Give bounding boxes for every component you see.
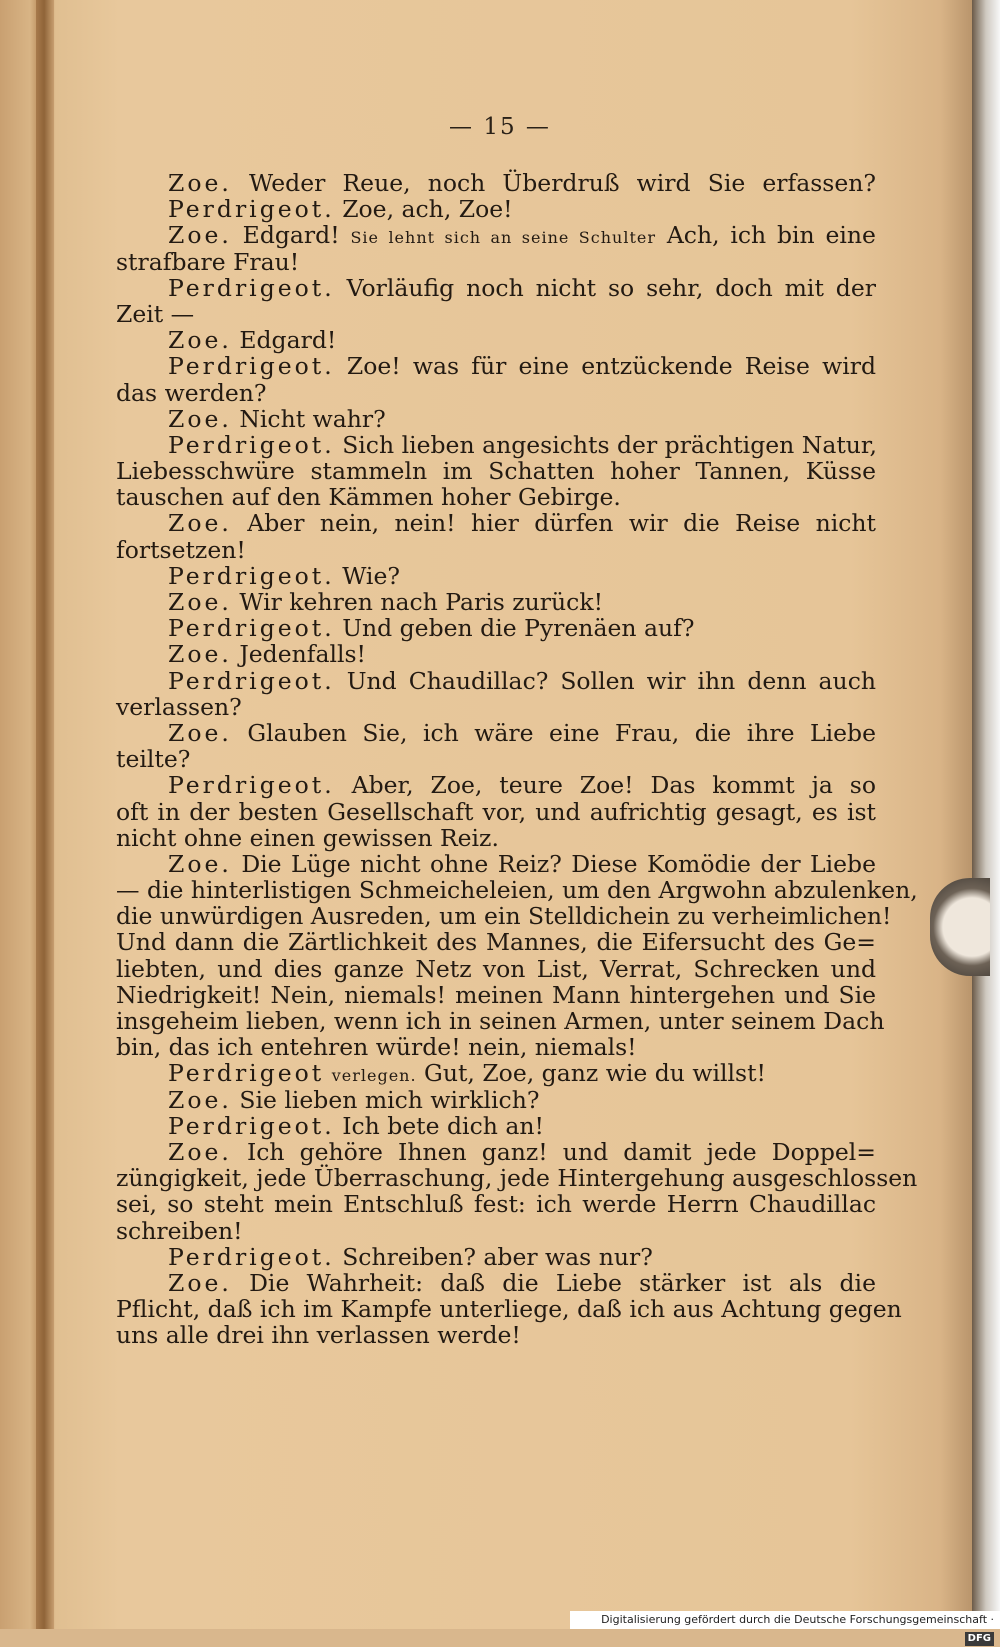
text-line (116, 1164, 918, 1193)
speaker-name: Zoe. (168, 1268, 232, 1297)
text-line (116, 1322, 876, 1348)
line-text: oft in der besten Gesellschaft vor, und aufrichtig gesagt, es ist (116, 797, 876, 826)
line-text: Sich lieben angesichts der prächtigen Natur, (342, 430, 878, 459)
text-line (116, 484, 876, 510)
line-text: Aber nein, nein! hier dürfen wir die Reise nicht (247, 509, 876, 538)
speaker-name: Perdrigeot. (168, 1242, 335, 1271)
speaker-name: Zoe. (168, 718, 232, 747)
text-line (116, 641, 876, 667)
line-text: züngigkeit, jede Überraschung, jede Hintergehung ausgeschlossen (116, 1164, 918, 1193)
line-text: Weder Reue, noch Überdruß wird Sie erfassen? (249, 169, 876, 197)
page-number: — 15 — (449, 114, 551, 140)
page-edge (972, 0, 1000, 1629)
text-line (116, 1060, 876, 1086)
text-line (116, 222, 876, 248)
stage-direction: verlegen. (331, 1066, 417, 1086)
text-line (116, 1007, 885, 1035)
thumb-clip (930, 878, 990, 976)
speaker-name: Perdrigeot. (168, 352, 335, 381)
text-line (116, 1113, 876, 1139)
text-line (116, 799, 876, 825)
line-text: — die hinterlistigen Schmeicheleien, um den Argwohn abzulenken, (116, 876, 918, 905)
speaker-name: Perdrigeot. (168, 666, 335, 695)
line-text: sei, so steht mein Entschluß fest: ich werde Herrn Chaudillac (116, 1190, 876, 1219)
line-text: Zoe, ach, Zoe! (342, 195, 513, 224)
text-line (116, 902, 892, 931)
speaker-name: Zoe. (168, 404, 232, 433)
line-text: Liebesschwüre stammeln im Schatten hoher Tannen, Küsse (116, 457, 876, 486)
text-line (116, 327, 876, 353)
text-line (116, 851, 876, 877)
text-line (116, 458, 876, 484)
text-line (116, 380, 876, 406)
text-line (116, 406, 876, 432)
speaker-name: Zoe. (168, 326, 232, 355)
text-line (116, 275, 876, 301)
text-line (116, 746, 876, 772)
text-line (116, 929, 876, 955)
speaker-name: Perdrigeot. (168, 561, 335, 590)
speaker-name: Perdrigeot. (168, 1111, 335, 1140)
speaker-name: Perdrigeot. (168, 273, 335, 302)
text-line (116, 1295, 902, 1324)
line-text: uns alle drei ihn verlassen werde! (116, 1321, 521, 1350)
text-line (116, 876, 918, 905)
line-text: Edgard! (242, 221, 340, 250)
text-line (116, 982, 876, 1008)
line-text: Die Lüge nicht ohne Reiz? Diese Komödie der Liebe (241, 849, 876, 878)
line-text: insgeheim lieben, wenn ich in seinen Armen, unter seinem Dach (116, 1007, 885, 1035)
text-line (116, 353, 876, 379)
line-text: Nicht wahr? (239, 404, 386, 433)
line-text: strafbare Frau! (116, 247, 300, 276)
text-line (116, 1191, 876, 1217)
line-text: Wir kehren nach Paris zurück! (239, 588, 604, 616)
line-text: liebten, und dies ganze Netz von List, Verrat, Schrecken und (116, 954, 876, 983)
text-line (116, 720, 876, 746)
line-text: Niedrigkeit! Nein, niemals! meinen Mann hintergehen und Sie (116, 980, 876, 1009)
line-text: Wie? (342, 561, 400, 590)
line-text: nicht ohne einen gewissen Reiz. (116, 823, 499, 852)
footer-text: Digitalisierung gefördert durch die Deutsche Forschungsgemeinschaft · (601, 1613, 994, 1626)
line-text: Ach, ich bin eine (666, 221, 876, 250)
line-text: Zeit — (116, 299, 195, 328)
text-line (116, 1034, 876, 1060)
text-line (116, 196, 876, 222)
line-text: das werden? (116, 378, 267, 407)
text-line (116, 249, 876, 275)
text-line (116, 1218, 876, 1244)
speaker-name: Perdrigeot. (168, 771, 335, 800)
line-text: fortsetzen! (116, 535, 246, 564)
line-text: Und dann die Zärtlichkeit des Mannes, die Eifersucht des Ge= (116, 928, 876, 957)
text-line (116, 563, 876, 589)
text-line (116, 510, 876, 536)
text-line (116, 537, 876, 563)
text-line (116, 1270, 876, 1296)
speaker-name: Perdrigeot. (168, 614, 335, 643)
text-line (116, 772, 876, 798)
text-line (116, 694, 876, 720)
line-text: die unwürdigen Ausreden, um ein Stelldichein zu verheimlichen! (116, 902, 892, 931)
line-text: schreiben! (116, 1216, 243, 1245)
speaker-name: Zoe. (168, 849, 232, 878)
line-text: Zoe! was für eine entzückende Reise wird (346, 352, 876, 381)
speaker-name: Perdrigeot. (168, 195, 335, 224)
speaker-name: Zoe. (168, 588, 232, 616)
line-text: Pflicht, daß ich im Kampfe unterliege, daß ich aus Achtung gegen (116, 1295, 902, 1324)
speaker-name: Zoe. (168, 221, 232, 250)
line-text: verlassen? (116, 692, 242, 721)
line-text: Ich bete dich an! (342, 1111, 544, 1140)
speaker-name: Perdrigeot. (168, 430, 335, 459)
text-line (116, 1139, 876, 1165)
line-text: teilte? (116, 745, 191, 774)
line-text: Glauben Sie, ich wäre eine Frau, die ihre Liebe (247, 718, 876, 747)
speaker-name: Zoe. (168, 1085, 232, 1114)
speaker-name: Perdrigeot (168, 1059, 325, 1088)
line-text: Schreiben? aber was nur? (342, 1242, 653, 1271)
line-text: Vorläufig noch nicht so sehr, doch mit der (346, 273, 876, 302)
dfg-logo: DFG (965, 1632, 994, 1646)
line-text: Ich gehöre Ihnen ganz! und damit jede Doppel= (246, 1137, 876, 1166)
line-text: Edgard! (239, 326, 337, 355)
line-text: Aber, Zoe, teure Zoe! Das kommt ja so (351, 771, 876, 800)
line-text: tauschen auf den Kämmen hoher Gebirge. (116, 483, 621, 512)
text-line (116, 170, 876, 196)
speaker-name: Zoe. (168, 509, 232, 538)
line-text: Jedenfalls! (239, 640, 367, 669)
text-line (116, 825, 876, 851)
text-line (116, 1087, 876, 1113)
book-binding (36, 0, 54, 1629)
text-line (116, 668, 876, 694)
digitization-footer (570, 1611, 1000, 1644)
dialogue-text (116, 169, 918, 1350)
line-text: bin, das ich entehren würde! nein, niemals! (116, 1033, 637, 1062)
line-text: Die Wahrheit: daß die Liebe stärker ist als die (249, 1268, 876, 1297)
speaker-name: Zoe. (168, 1137, 232, 1166)
text-line (116, 301, 876, 327)
text-line (116, 956, 876, 982)
stage-direction: Sie lehnt sich an seine Schulter (350, 228, 656, 248)
speaker-name: Zoe. (168, 169, 232, 197)
line-text: Gut, Zoe, ganz wie du willst! (424, 1059, 766, 1088)
text-line (116, 615, 876, 641)
line-text: Und Chaudillac? Sollen wir ihn denn auch (346, 666, 876, 695)
line-text: Und geben die Pyrenäen auf? (342, 614, 695, 643)
line-text: Sie lieben mich wirklich? (239, 1085, 540, 1114)
text-line (116, 432, 876, 458)
speaker-name: Zoe. (168, 640, 232, 669)
text-line (116, 1244, 876, 1270)
text-line (116, 589, 876, 615)
